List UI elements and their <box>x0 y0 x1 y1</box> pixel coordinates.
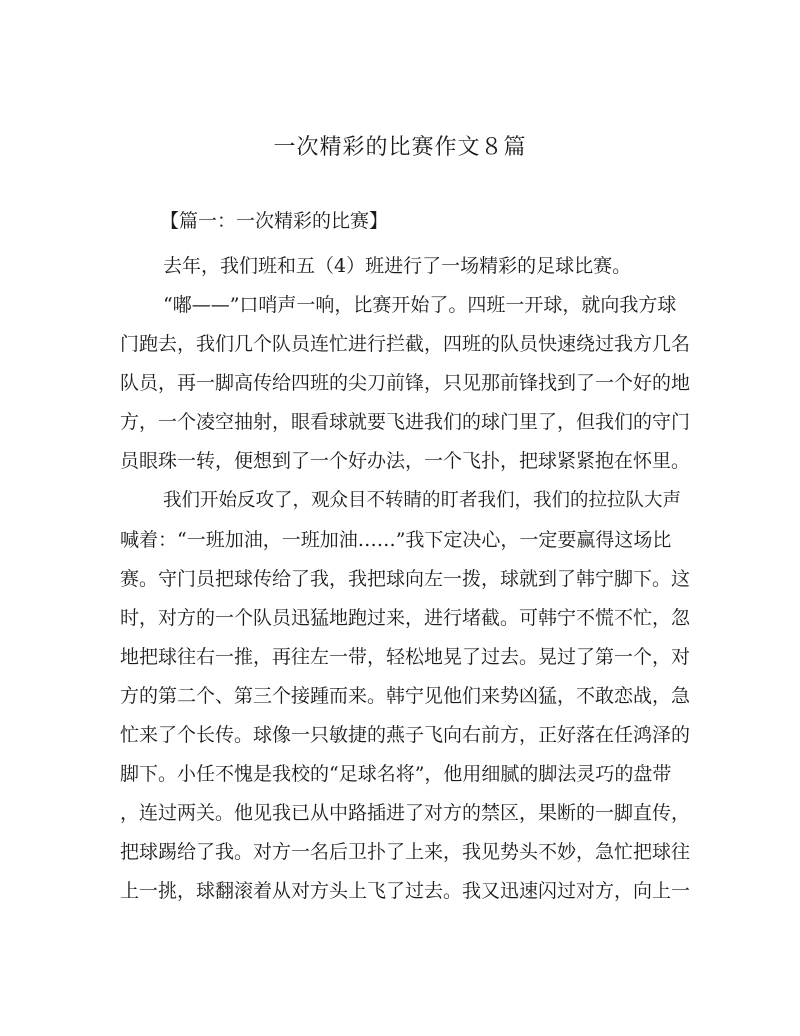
paragraph-line: 上一挑，球翻滚着从对方头上飞了过去。我又迅速闪过对方，向上一 <box>120 880 691 902</box>
section-heading: 【篇一：一次精彩的比赛】 <box>160 210 389 232</box>
paragraph-line: 队员，再一脚高传给四班的尖刀前锋，只见那前锋找到了一个好的地 <box>120 372 691 394</box>
paragraph-line: 喊着：“一班加油，一班加油……”我下定决心，一定要赢得这场比 <box>120 529 672 551</box>
paragraph-line: “嘟——”口哨声一响，比赛开始了。四班一开球，就向我方球 <box>163 294 677 316</box>
paragraph-line: 脚下。小任不愧是我校的“足球名将”，他用细腻的脚法灵巧的盘带 <box>120 763 672 785</box>
paragraph-line: 方的第二个、第三个接踵而来。韩宁见他们来势凶猛，不敢恋战，急 <box>120 685 691 707</box>
paragraph-line: 我们开始反攻了，观众目不转睛的盯者我们，我们的拉拉队大声 <box>163 490 682 511</box>
paragraph-line: 去年，我们班和五（4）班进行了一场精彩的足球比赛。 <box>163 255 632 277</box>
paragraph-line: 地把球往右一推，再往左一带，轻松地晃了过去。晃过了第一个，对 <box>120 646 691 668</box>
paragraph-line: 把球踢给了我。对方一名后卫扑了上来，我见势头不妙，急忙把球往 <box>120 841 691 863</box>
paragraph-line: 时，对方的一个队员迅猛地跑过来，进行堵截。可韩宁不慌不忙，忽 <box>120 607 691 629</box>
paragraph-line: ，连过两关。他见我已从中路插进了对方的禁区，果断的一脚直传， <box>120 802 691 824</box>
document-title: 一次精彩的比赛作文８篇 <box>273 135 527 160</box>
paragraph-line: 员眼珠一转，便想到了一个好办法，一个飞扑，把球紧紧抱在怀里。 <box>120 450 691 472</box>
paragraph-line: 赛。守门员把球传给了我，我把球向左一拨，球就到了韩宁脚下。这 <box>120 568 691 590</box>
paragraph-line: 方，一个凌空抽射，眼看球就要飞进我们的球门里了，但我们的守门 <box>120 411 691 433</box>
paragraph-line: 忙来了个长传。球像一只敏捷的燕子飞向右前方，正好落在任鸿泽的 <box>120 724 691 746</box>
paragraph-line: 门跑去，我们几个队员连忙进行拦截，四班的队员快速绕过我方几名 <box>120 333 691 355</box>
